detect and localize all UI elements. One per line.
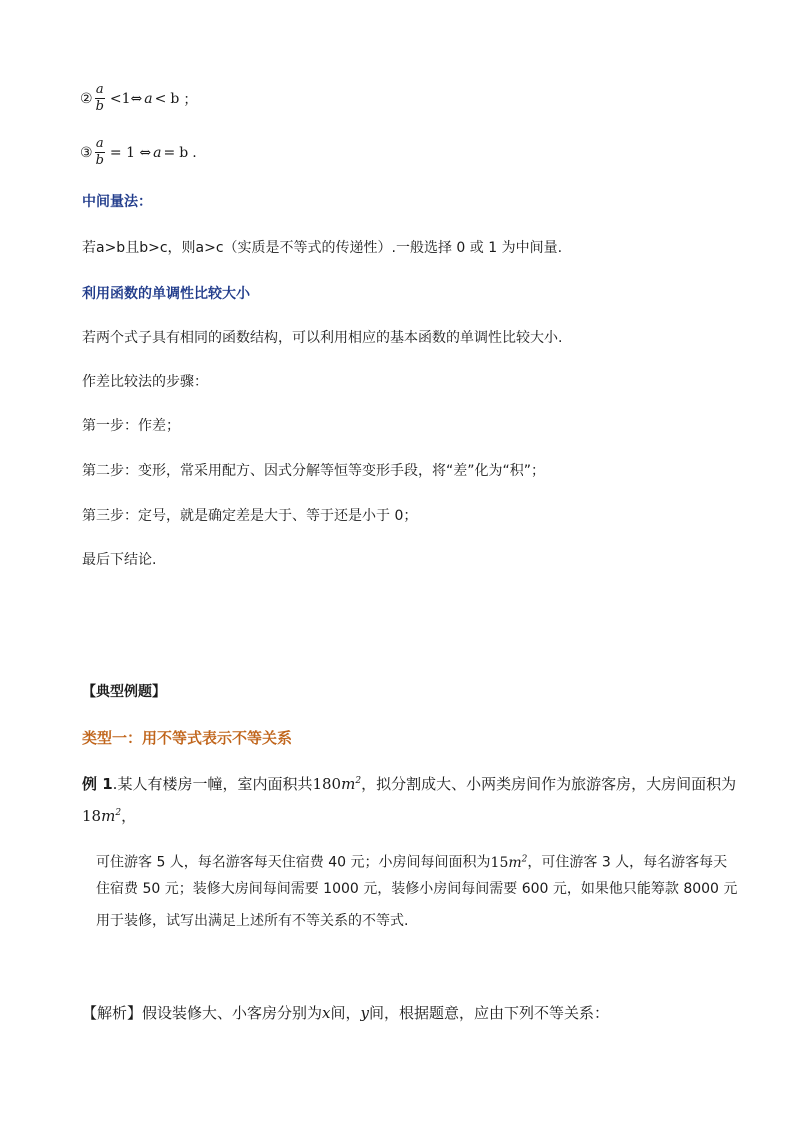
- analysis-line: [82, 1002, 609, 1024]
- fraction-denominator: b: [95, 99, 104, 114]
- text: 假设装修大、小客房分别为: [142, 1004, 323, 1022]
- fraction: [95, 136, 105, 169]
- examples-heading: 【典型例题】: [82, 684, 166, 700]
- text: 间，根据题意，应由下列不等关系：: [369, 1004, 610, 1022]
- middle-heading: 中间量法：: [82, 194, 152, 210]
- monotone-text: 若两个式子具有相同的函数结构，可以利用相应的基本函数的单调性比较大小.: [82, 330, 563, 346]
- relation: <1⇔: [109, 90, 143, 107]
- operator: <: [154, 90, 167, 107]
- step-3: 第三步：定号，就是确定差是大于、等于还是小于 0；: [82, 508, 418, 524]
- middle-text: 若a>b且b>c，则a>c（实质是不等式的传递性）.一般选择 0 或 1 为中间量.: [82, 240, 563, 256]
- relation: = 1 ⇔: [109, 144, 152, 161]
- steps-intro: 作差比较法的步骤：: [82, 374, 208, 390]
- var-y: y: [360, 1004, 369, 1022]
- end-punct: .: [192, 144, 197, 161]
- type-1-heading: 类型一：用不等式表示不等关系: [82, 729, 293, 747]
- example-1-line-4: 住宿费 50 元；装修大房间每间需要 1000 元，装修小房间每间需要 600 元，如果他只能筹款 8000 元: [96, 881, 738, 897]
- fraction-denominator: b: [95, 153, 104, 168]
- end-punct: ；: [183, 91, 198, 108]
- analysis-label: 【解析】: [82, 1004, 143, 1022]
- fraction: [95, 82, 105, 115]
- step-2: 第二步：变形，常采用配方、因式分解等恒等变形手段，将“差”化为“积”；: [82, 463, 546, 479]
- example-1-line-3: [96, 848, 727, 874]
- example-1-line-5: 用于装修，试写出满足上述所有不等关系的不等式.: [96, 913, 409, 929]
- text: ，可住游客 3 人，每名游客每天: [527, 854, 728, 871]
- area-value: $15m^2$: [490, 854, 528, 871]
- monotone-heading: 利用函数的单调性比较大小: [82, 286, 250, 302]
- steps-conclusion: 最后下结论.: [82, 552, 157, 568]
- text: 可住游客 5 人，每名游客每天住宿费 40 元；小房间每间面积为: [96, 854, 491, 871]
- area-value: $180m^2$: [312, 775, 362, 793]
- lhs: a: [153, 144, 162, 161]
- example-1-label: 例 1: [82, 775, 113, 793]
- step-1: 第一步：作差；: [82, 418, 180, 434]
- text: .某人有楼房一幢，室内面积共: [112, 775, 313, 793]
- area-value: $18m^2$: [82, 807, 122, 825]
- fraction-numerator: a: [95, 136, 104, 151]
- var-x: x: [322, 1004, 331, 1022]
- operator: =: [163, 144, 176, 161]
- text: ，拟分割成大、小两类房间作为旅游客房，大房间面积为: [361, 775, 737, 793]
- text: 间，: [330, 1004, 361, 1022]
- fraction-numerator: a: [95, 82, 104, 97]
- rhs: b: [179, 144, 189, 161]
- formula-2: [80, 82, 199, 115]
- lhs: a: [144, 90, 153, 107]
- text: ，: [121, 807, 137, 825]
- circled-marker: ②: [80, 90, 93, 107]
- circled-marker: ③: [80, 144, 93, 161]
- example-1-line-2: [82, 802, 136, 827]
- formula-3: [80, 136, 199, 169]
- example-1-line-1: [82, 770, 736, 795]
- rhs: b: [170, 90, 180, 107]
